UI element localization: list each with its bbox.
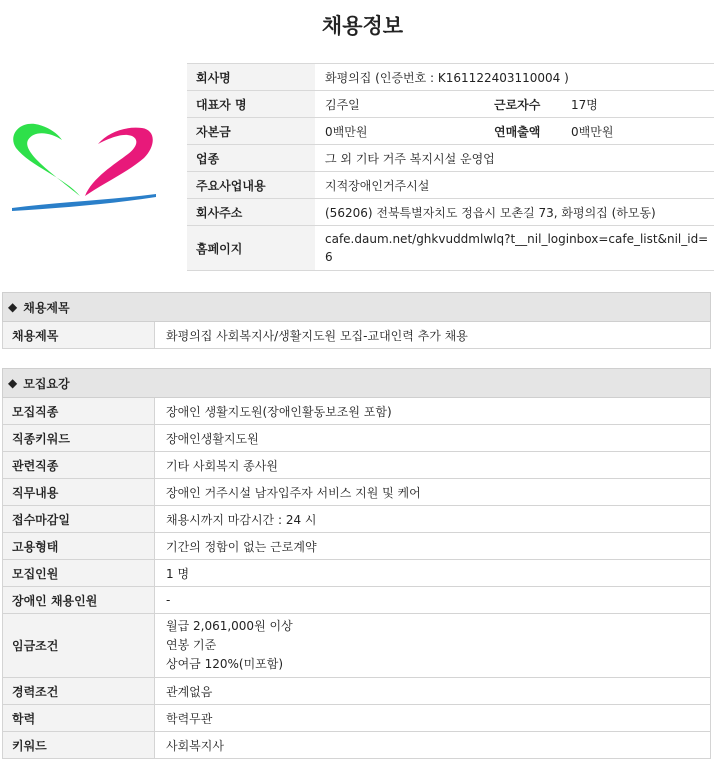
- row-label: 접수마감일: [3, 506, 155, 532]
- business-value: 지적장애인거주시설: [325, 178, 430, 193]
- recruit-title-header-label: 채용제목: [23, 300, 70, 315]
- recruit-title-value: 화평의집 사회복지사/생활지도원 모집-교대인력 추가 채용: [166, 328, 468, 343]
- row-label: 직종키워드: [3, 425, 155, 451]
- row-label: 모집인원: [3, 560, 155, 586]
- table-row: [2, 452, 711, 479]
- recruit-details-header: [2, 368, 711, 398]
- row-label: 모집직종: [3, 398, 155, 424]
- row-value: 학력무관: [166, 711, 213, 726]
- table-row: [2, 398, 711, 425]
- recruit-title-section: [2, 292, 711, 349]
- homepage-row: [187, 226, 714, 271]
- company-logo: [10, 118, 160, 218]
- company-name-row: [187, 64, 714, 91]
- recruit-title-label: 채용제목: [3, 322, 155, 348]
- company-info-table: [187, 63, 714, 271]
- table-row: [2, 678, 711, 705]
- row-value: 채용시까지 마감시간 : 24 시: [166, 512, 317, 527]
- table-row: [2, 479, 711, 506]
- address-value: (56206) 전북특별자치도 정읍시 모촌길 73, 화평의집 (하모동): [325, 205, 656, 220]
- workers-label: 근로자수: [494, 97, 541, 112]
- business-row: [187, 172, 714, 199]
- row-value: 기타 사회복지 종사원: [166, 458, 278, 473]
- homepage-label: 홈페이지: [187, 226, 315, 270]
- table-row: [2, 560, 711, 587]
- row-value: 장애인 거주시설 남자입주자 서비스 지원 및 케어: [166, 485, 421, 500]
- row-label: 키워드: [3, 732, 155, 758]
- recruit-details-section: [2, 368, 711, 759]
- address-row: [187, 199, 714, 226]
- sales-label: 연매출액: [494, 124, 541, 139]
- table-row: [2, 425, 711, 452]
- row-label: 학력: [3, 705, 155, 731]
- logo-swoosh: [12, 194, 156, 211]
- ceo-value: 김주일: [325, 97, 360, 112]
- row-value: 1 명: [166, 566, 190, 581]
- industry-label: 업종: [187, 145, 315, 171]
- diamond-icon: ◆: [8, 376, 18, 390]
- ceo-row: [187, 91, 714, 118]
- wage-line-salary: 월급 2,061,000원 이상: [166, 619, 293, 633]
- ceo-label: 대표자 명: [187, 91, 315, 117]
- recruit-details-header-label: 모집요강: [23, 376, 70, 391]
- company-name-value: 화평의집 (인증번호 : K161122403110004 ): [325, 70, 569, 85]
- logo-heart-left: [13, 124, 80, 196]
- recruit-title-header: [2, 292, 711, 322]
- capital-row: [187, 118, 714, 145]
- row-value: -: [166, 593, 171, 607]
- row-label: 고용형태: [3, 533, 155, 559]
- row-value: 사회복지사: [166, 738, 224, 753]
- industry-value: 그 외 기타 거주 복지시설 운영업: [325, 151, 495, 166]
- wage-label: 임금조건: [3, 614, 155, 677]
- wage-row: [2, 614, 711, 678]
- table-row: [2, 506, 711, 533]
- recruit-title-row: [2, 322, 711, 349]
- company-name-label: 회사명: [187, 64, 315, 90]
- table-row: [2, 587, 711, 614]
- wage-line-basis: 연봉 기준: [166, 638, 217, 652]
- sales-value: 0백만원: [571, 124, 614, 139]
- logo-heart-right: [85, 128, 153, 196]
- wage-value: [155, 614, 710, 677]
- row-label: 경력조건: [3, 678, 155, 704]
- diamond-icon: ◆: [8, 300, 18, 314]
- row-label: 관련직종: [3, 452, 155, 478]
- address-label: 회사주소: [187, 199, 315, 225]
- row-label: 장애인 채용인원: [3, 587, 155, 613]
- row-value: 관계없음: [166, 684, 213, 699]
- row-value: 장애인 생활지도원(장애인활동보조원 포함): [166, 404, 392, 419]
- industry-row: [187, 145, 714, 172]
- business-label: 주요사업내용: [187, 172, 315, 198]
- page-title: 채용정보: [321, 14, 404, 38]
- capital-label: 자본금: [187, 118, 315, 144]
- capital-value: 0백만원: [325, 124, 368, 139]
- homepage-link[interactable]: cafe.daum.net/ghkvuddmlwlq?t__nil_loginbox=cafe_list&nil_id=6: [325, 232, 709, 264]
- table-row: [2, 705, 711, 732]
- workers-value: 17명: [571, 97, 598, 112]
- row-label: 직무내용: [3, 479, 155, 505]
- wage-line-bonus: 상여금 120%(미포함): [166, 657, 284, 671]
- row-value: 기간의 정함이 없는 근로계약: [166, 539, 317, 554]
- table-row: [2, 533, 711, 560]
- table-row: [2, 732, 711, 759]
- row-value: 장애인생활지도원: [166, 431, 259, 446]
